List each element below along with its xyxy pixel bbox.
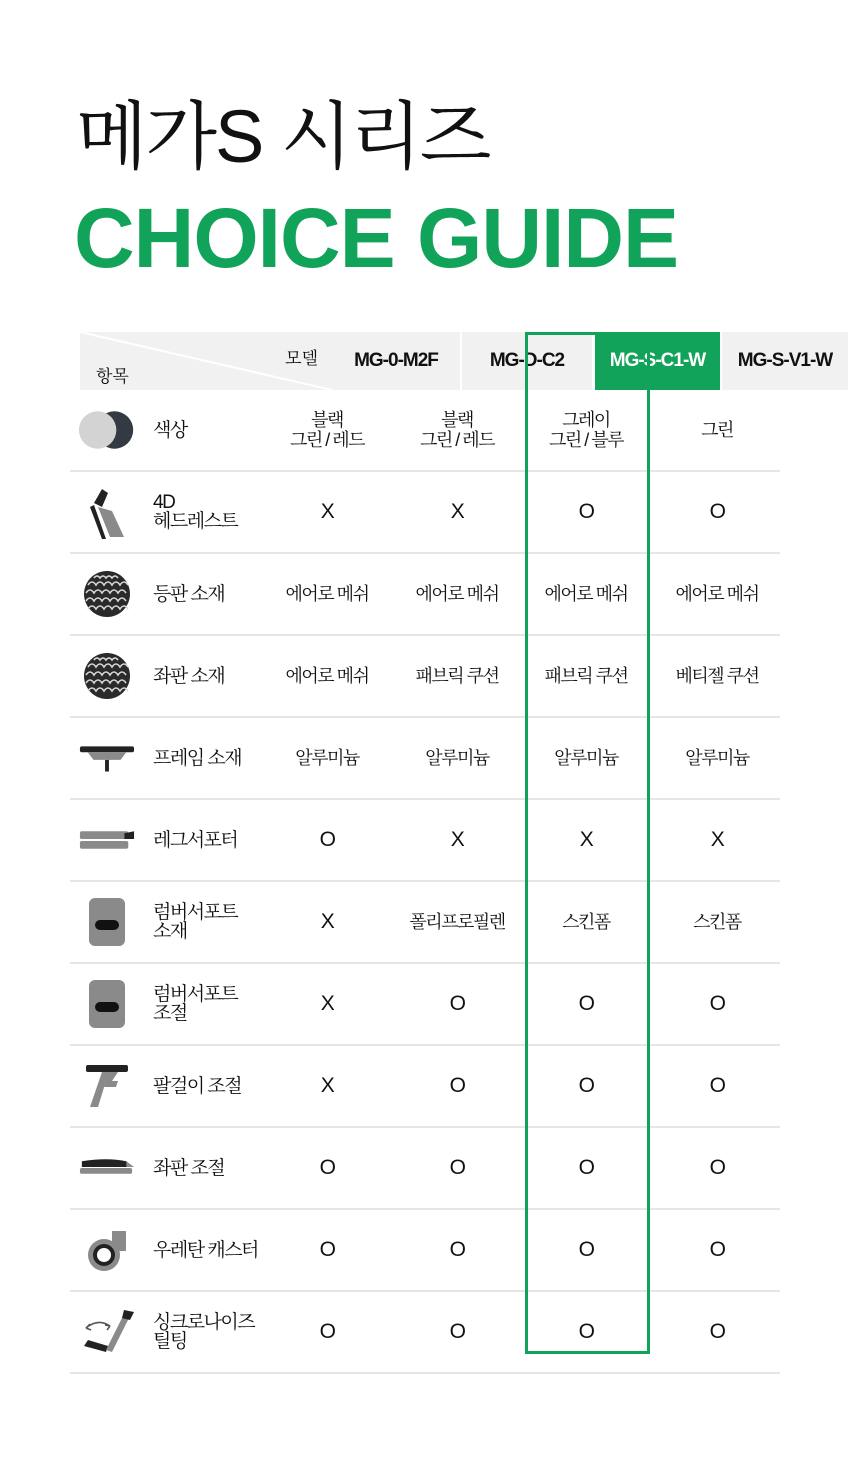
row-label: 4D 헤드레스트 — [153, 492, 238, 532]
table-cell: O — [709, 992, 725, 1015]
table-row — [70, 1210, 780, 1292]
table-cell: O — [449, 1320, 465, 1343]
table-cell: 알루미늄 — [554, 748, 618, 768]
row-label: 등판 소재 — [153, 583, 225, 605]
table-cell: O — [578, 1238, 594, 1261]
headrest-icon — [78, 484, 136, 540]
table-cell: 패브릭 쿠션 — [544, 666, 628, 686]
mesh-seat-icon — [78, 648, 136, 704]
table-cell: X — [710, 828, 724, 851]
row-label: 레그서포터 — [153, 829, 238, 851]
row-label: 럼버서포트 조절 — [153, 984, 238, 1024]
armrest-icon — [78, 1058, 136, 1114]
table-cell: 알루미늄 — [685, 748, 749, 768]
row-label: 좌판 조절 — [153, 1157, 225, 1179]
table-row — [70, 472, 780, 554]
header-corner — [80, 332, 332, 390]
table-cell: O — [578, 1074, 594, 1097]
table-cell: O — [709, 500, 725, 523]
table-cell: O — [709, 1238, 725, 1261]
table-cell: X — [320, 910, 334, 933]
seat-adjust-icon — [78, 1140, 136, 1196]
row-label: 색상 — [153, 419, 187, 441]
table-cell: O — [319, 1320, 335, 1343]
table-row — [70, 1046, 780, 1128]
table-cell: O — [709, 1074, 725, 1097]
row-label: 럼버서포트 소재 — [153, 902, 238, 942]
table-cell: 에어로 메쉬 — [675, 584, 759, 604]
table-cell: X — [320, 992, 334, 1015]
table-cell: 그린 — [701, 420, 733, 440]
table-cell: O — [709, 1156, 725, 1179]
row-label: 좌판 소재 — [153, 665, 225, 687]
table-cell: O — [449, 1238, 465, 1261]
table-row — [70, 554, 780, 636]
table-cell: 에어로 메쉬 — [544, 584, 628, 604]
leg-support-icon — [78, 812, 136, 868]
table-cell: 에어로 메쉬 — [415, 584, 499, 604]
tilting-icon — [78, 1304, 136, 1360]
comparison-table — [70, 332, 833, 1374]
mesh-back-icon — [78, 566, 136, 622]
table-row — [70, 636, 780, 718]
table-row — [70, 1128, 780, 1210]
row-label: 우레탄 캐스터 — [153, 1239, 258, 1261]
frame-icon — [78, 730, 136, 786]
model-header: MG-S-V1-W — [722, 332, 848, 390]
table-cell: 알루미늄 — [295, 748, 359, 768]
table-row — [70, 1292, 780, 1374]
table-cell: O — [578, 992, 594, 1015]
table-cell: 블랙 그린 / 레드 — [419, 410, 495, 450]
table-cell: X — [450, 828, 464, 851]
table-cell: O — [319, 1156, 335, 1179]
table-cell: 에어로 메쉬 — [285, 666, 369, 686]
table-cell: 스킨폼 — [693, 912, 741, 932]
table-cell: O — [578, 500, 594, 523]
table-cell: O — [578, 1320, 594, 1343]
table-cell: 알루미늄 — [425, 748, 489, 768]
table-cell: O — [578, 1156, 594, 1179]
table-row — [70, 800, 780, 882]
table-row — [70, 882, 780, 964]
table-cell: O — [319, 1238, 335, 1261]
row-label: 프레임 소재 — [153, 747, 242, 769]
table-cell: X — [320, 1074, 334, 1097]
table-cell: X — [450, 500, 464, 523]
corner-model-label: 모델 — [285, 349, 318, 368]
caster-icon — [78, 1222, 136, 1278]
model-header: MG-0-M2F — [332, 332, 460, 390]
table-cell: O — [709, 1320, 725, 1343]
model-header: MG-D-C2 — [462, 332, 592, 390]
row-label: 싱크로나이즈 틸팅 — [153, 1312, 255, 1352]
table-cell: 스킨폼 — [562, 912, 610, 932]
table-header — [70, 332, 833, 390]
page-subtitle: CHOICE GUIDE — [74, 191, 679, 285]
table-cell: O — [319, 828, 335, 851]
table-cell: O — [449, 1074, 465, 1097]
table-row — [70, 964, 780, 1046]
table-cell: O — [449, 1156, 465, 1179]
corner-item-label: 항목 — [96, 367, 129, 386]
lumbar-adjust-icon — [78, 976, 136, 1032]
lumbar-material-icon — [78, 894, 136, 950]
page-title: 메가S 시리즈 — [76, 95, 490, 178]
table-cell: 에어로 메쉬 — [285, 584, 369, 604]
table-cell: 패브릭 쿠션 — [415, 666, 499, 686]
table-row — [70, 390, 780, 472]
row-label: 팔걸이 조절 — [153, 1075, 242, 1097]
color-swatch-icon — [78, 402, 136, 458]
table-row — [70, 718, 780, 800]
table-cell: 베티젤 쿠션 — [675, 666, 759, 686]
table-cell: 그레이 그린 / 블루 — [548, 410, 624, 450]
table-cell: X — [579, 828, 593, 851]
table-cell: X — [320, 500, 334, 523]
table-cell: 블랙 그린 / 레드 — [289, 410, 365, 450]
table-cell: O — [449, 992, 465, 1015]
table-cell: 폴리프로필렌 — [409, 912, 505, 932]
model-header-highlighted: MG-S-C1-W — [595, 332, 720, 390]
